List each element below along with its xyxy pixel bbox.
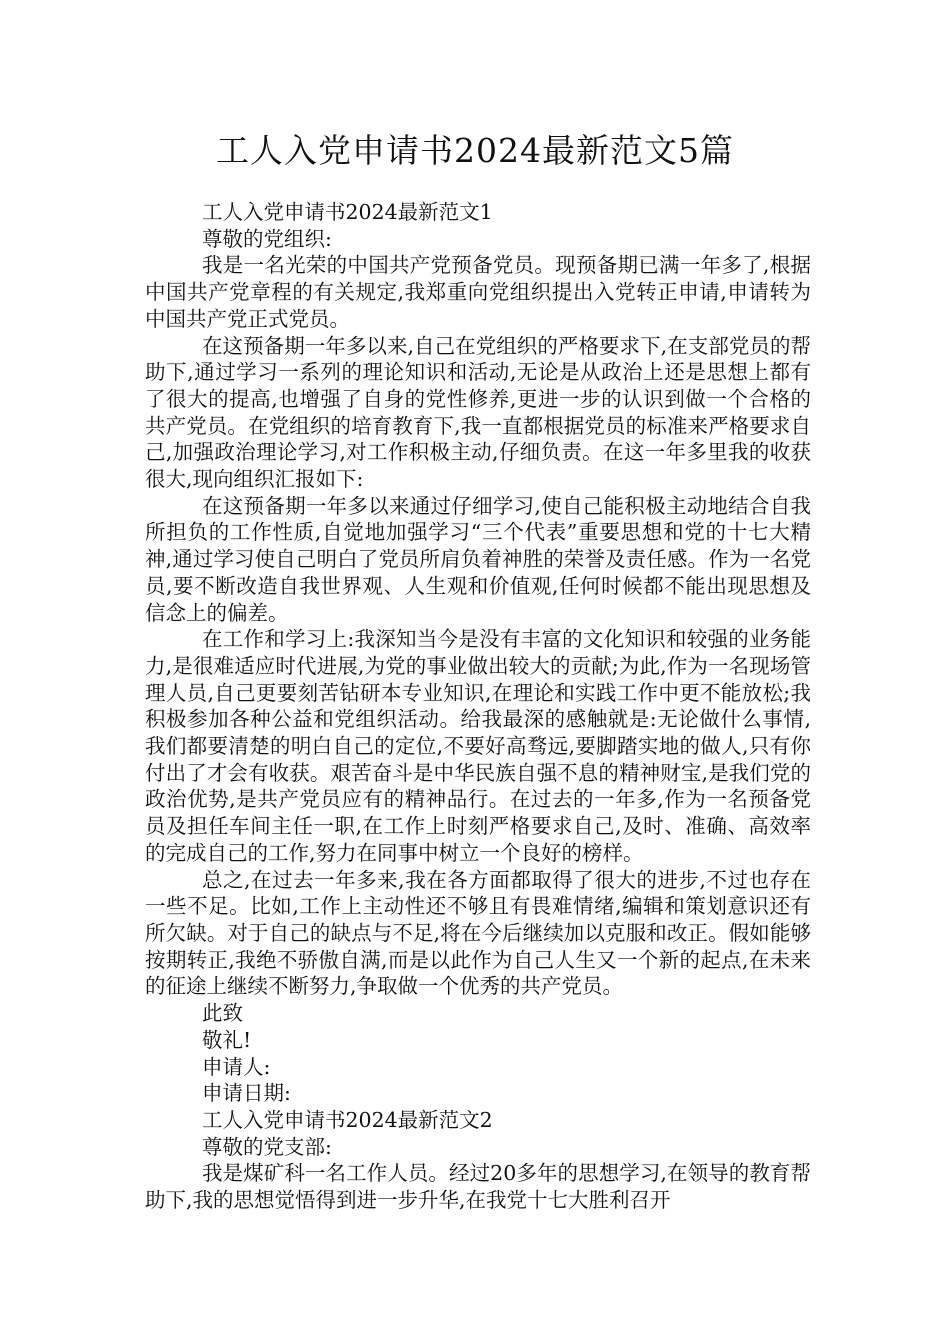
date-line: 申请日期:: [202, 1081, 291, 1106]
salutation-1: 尊敬的党组织:: [202, 226, 332, 251]
paragraph: 我是一名光荣的中国共产党预备党员。现预备期已满一年多了,根据中国共产党章程的有关规定,我郑重向党组织提出入党转正申请,申请转为中国共产党正式党员。: [145, 253, 811, 331]
document-title: 工人入党申请书2024最新范文5篇: [216, 131, 734, 170]
paragraph: 在这预备期一年多以来,自己在党组织的严格要求下,在支部党员的帮助下,通过学习一系列的理论知识和活动,无论是从政治上还是思想上都有了很大的提高,也增强了自身的党性修养,更进一步的认识到做一个合格的共产党员。在党组织的培育教育下,我一直都根据党员的标准来严格要求自己,加强政治理论学习,对工作积极主动,仔细负责。在这一年多里我的收获很大,现向组织汇报如下:: [145, 333, 811, 492]
paragraph: 在这预备期一年多以来通过仔细学习,使自己能积极主动地结合自我所担负的工作性质,自觉地加强学习“三个代表”重要思想和党的十七大精神,通过学习使自己明白了党员所肩负着神胜的荣誉及责任感。作为一名党员,要不断改造自我世界观、人生观和价值观,任何时候都不能出现思想及信念上的偏差。: [145, 493, 811, 625]
paragraph: 总之,在过去一年多来,我在各方面都取得了很大的进步,不过也存在一些不足。比如,工作上主动性还不够且有畏难情绪,编辑和策划意识还有所欠缺。对于自己的缺点与不足,将在今后继续加以克服和改正。假如能够按期转正,我绝不骄傲自满,而是以此作为自己人生又一个新的起点,在未来的征途上继续不断努力,争取做一个优秀的共产党员。: [145, 867, 811, 999]
closing-line: 敬礼!: [202, 1027, 252, 1052]
closing-line: 此致: [202, 1001, 243, 1026]
salutation-2: 尊敬的党支部:: [202, 1134, 332, 1159]
paragraph: 我是煤矿科一名工作人员。经过20多年的思想学习,在领导的教育帮助下,我的思想觉悟得到进一步升华,在我党十七大胜利召开: [145, 1161, 811, 1213]
applicant-line: 申请人:: [202, 1054, 271, 1079]
section-heading-1: 工人入党申请书2024最新范文1: [202, 200, 493, 224]
section-heading-2: 工人入党申请书2024最新范文2: [202, 1107, 493, 1132]
paragraph: 在工作和学习上:我深知当今是没有丰富的文化知识和较强的业务能力,是很难适应时代进展,为党的事业做出较大的贡献;为此,作为一名现场管理人员,自己更要刻苦钻研本专业知识,在理论和实践工作中更不能放松;我积极参加各种公益和党组织活动。给我最深的感触就是:无论做什么事情,我们都要清楚的明白自己的定位,不要好高骛远,要脚踏实地的做人,只有你付出了才会有收获。艰苦奋斗是中华民族自强不息的精神财宝,是我们党的政治优势,是共产党员应有的精神品行。在过去的一年多,作为一名预备党员及担任车间主任一职,在工作上时刻严格要求自己,及时、准确、高效率的完成自己的工作,努力在同事中树立一个良好的榜样。: [145, 627, 811, 865]
document-body: [145, 199, 811, 1214]
